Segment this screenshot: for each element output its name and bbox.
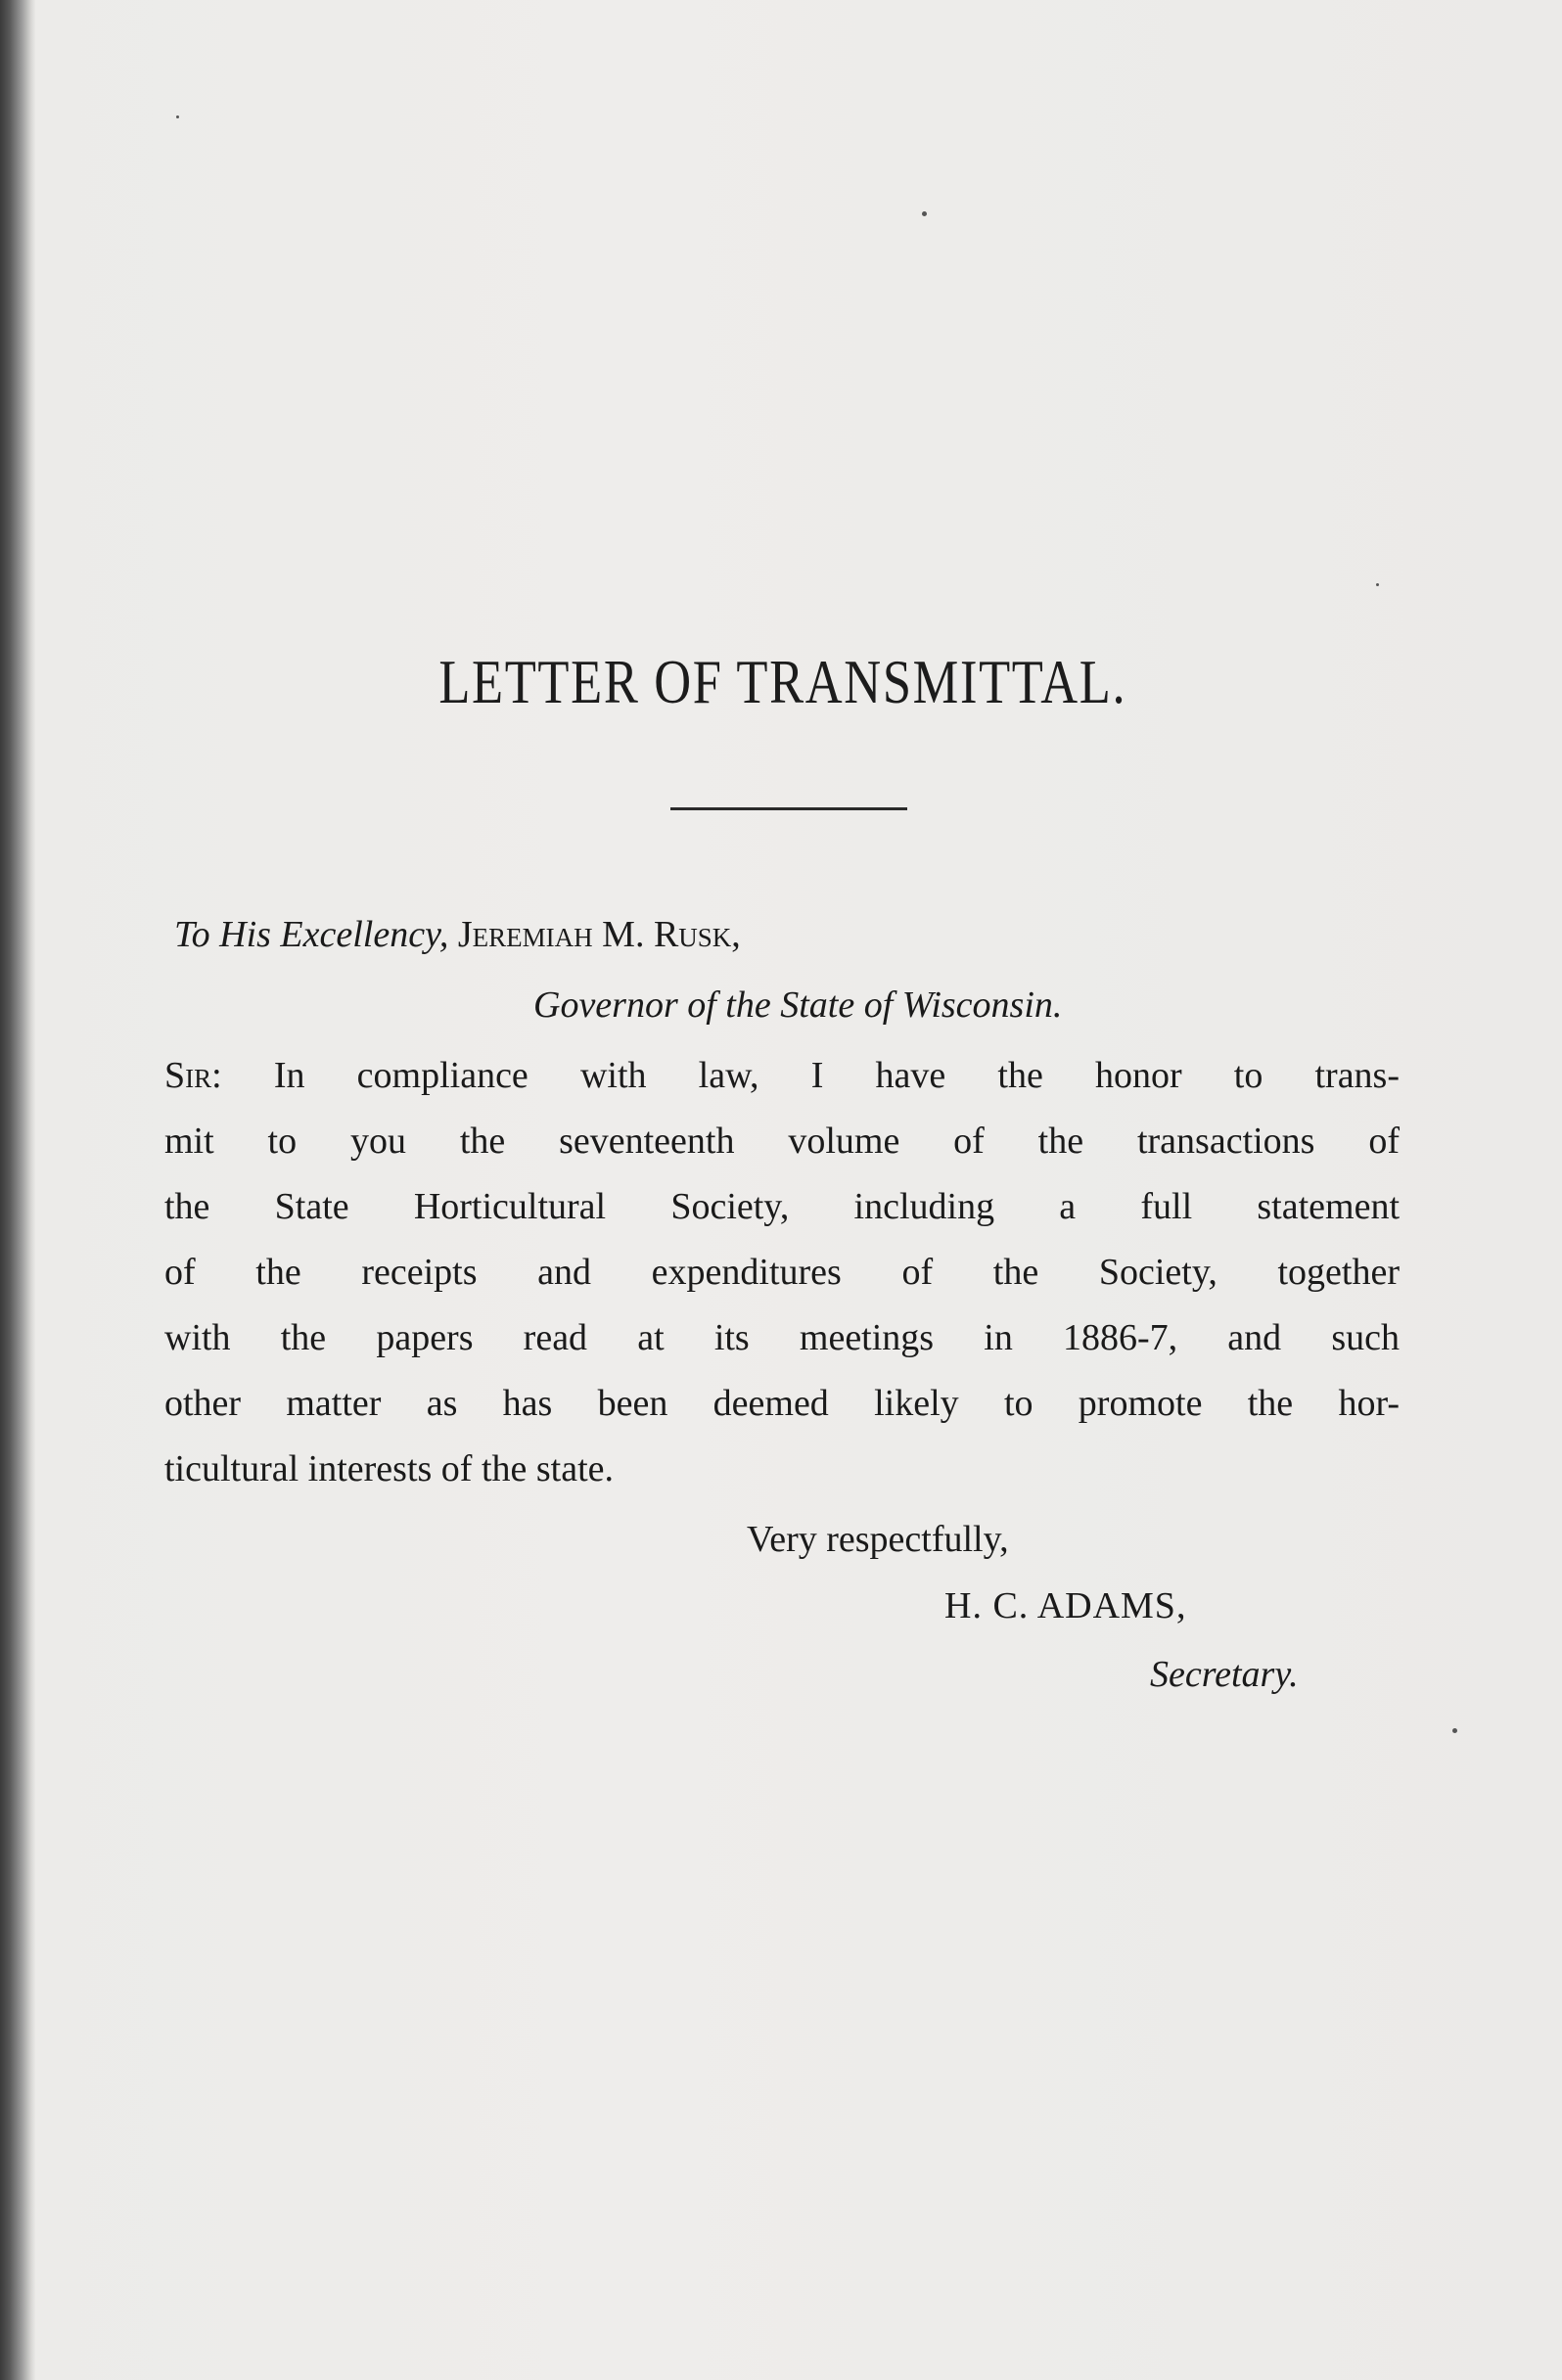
letter-body [164, 1043, 1400, 1502]
closing-line: Very respectfully, [747, 1519, 1009, 1560]
salutation-prefix: To His Excellency, [174, 914, 449, 955]
page-binding-edge [0, 0, 35, 2380]
body-line [164, 1043, 1400, 1109]
signature-title: Secretary. [1150, 1654, 1299, 1695]
body-line: of the receipts and expenditures of the Society, together [164, 1252, 1400, 1293]
paper-speck [922, 211, 927, 216]
body-line-text: In compliance with law, I have the honor to trans- [273, 1055, 1401, 1096]
body-lead: Sir: [164, 1055, 222, 1096]
salutation-line [174, 916, 741, 953]
recipient-name: Jeremiah M. Rusk, [457, 914, 741, 955]
body-line: other matter as has been deemed likely to promote the hor- [164, 1383, 1400, 1424]
paper-speck [1452, 1728, 1457, 1733]
signature-name: H. C. ADAMS, [944, 1585, 1187, 1626]
body-line: mit to you the seventeenth volume of the transactions of [164, 1121, 1400, 1162]
body-line: with the papers read at its meetings in 1886-7, and such [164, 1317, 1400, 1358]
paper-speck [1376, 583, 1379, 586]
body-line: the State Horticultural Society, including a full statement [164, 1186, 1400, 1227]
page-title: LETTER OF TRANSMITTAL. [438, 647, 1127, 716]
body-line: ticultural interests of the state. [164, 1448, 615, 1489]
title-divider [670, 807, 907, 810]
paper-speck [176, 115, 179, 118]
recipient-title: Governor of the State of Wisconsin. [533, 984, 1063, 1026]
